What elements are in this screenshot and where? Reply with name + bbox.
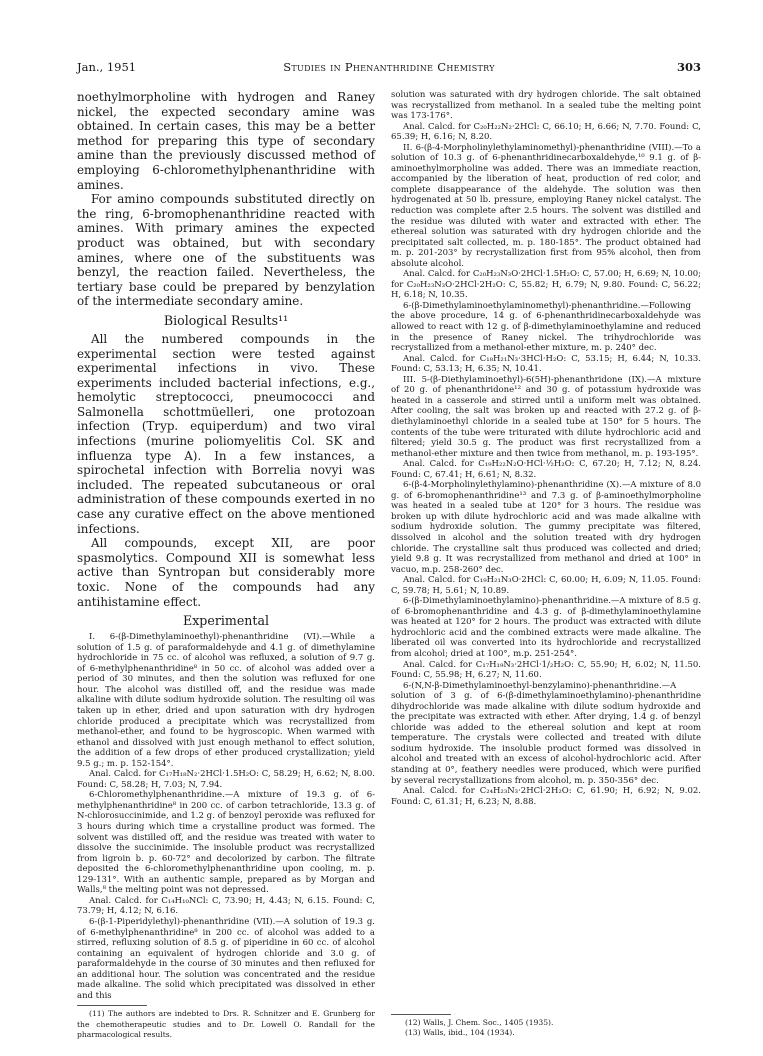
analysis-line: Anal. Calcd. for C₁₈H₂₁N₃·3HCl·H₂O: C, 53.15; H, 6.44; N, 10.33. Found: C, 53.13; H, 6.35; N, 10.41. xyxy=(391,353,701,375)
experimental-paragraph: 6-(β-Dimethylaminoethylaminomethyl)-phenanthridine.—Following the above procedure, 14 g. of 6-phenanthridinecarboxaldehyde was allowed to react with 12 g. of β-dimethylaminoethylamine and reduced in the presence of Raney nickel. The trihydrochloride was recrystallized from a methanol-ether mixture, m. p. 240° dec. xyxy=(391,300,701,354)
paragraph: All the numbered compounds in the experimental section were tested against experimental infections in vivo. These experiments included bacterial infections, e.g., hemolytic streptococci, pneumococci and Salmonella schottmüelleri, one protozoan infection (Tryp. equiperdum) and two viral infections (murine poliomyelitis Col. SK and influenza type A). In a few instances, a spirochetal infection with Borrelia novyi was included. The repeated subcutaneous or oral administration of these compounds exerted in no case any curative effect on the above mentioned infections. xyxy=(77,331,375,536)
footnote-rule xyxy=(391,1014,451,1015)
paragraph: For amino compounds substituted directly on the ring, 6-bromophenanthridine reacted with amines. With primary amines the expected product was obtained, but with secondary amines, where one of the substituents was benzyl, the reaction failed. Nevertheless, the tertiary base could be prepared by benzylation of the intermediate secondary amine. xyxy=(77,192,375,309)
analysis-line: Anal. Calcd. for C₁₉H₂₁N₃O·2HCl: C, 60.00; H, 6.09; N, 11.05. Found: C, 59.78; H, 5.61; N, 10.89. xyxy=(391,575,701,596)
left-column xyxy=(77,90,375,1040)
running-title: Studies in Phenanthridine Chemistry xyxy=(283,60,495,74)
footnote-12: (12) Walls, J. Chem. Soc., 1405 (1935). xyxy=(405,1018,554,1027)
page-header xyxy=(77,60,701,76)
experimental-paragraph: 6-(β-1-Piperidylethyl)-phenanthridine (VII).—A solution of 19.3 g. of 6-methylphenanthridine⁸ in 200 cc. of alcohol was added to a stirred, refluxing solution of 8.5 g. of piperidine in 60 cc. of alcohol containing an equivalent of hydrogen chloride and 3.0 g. of paraformaldehyde in the course of 30 minutes and then refluxed for an additional hour. The solution was concentrated and the residue made alkaline. The solid which precipitated was dissolved in ether and this xyxy=(77,916,375,1001)
experimental-paragraph: II. 6-(β-4-Morpholinylethylaminomethyl)-phenanthridine (VIII).—To a solution of 10.3 g. of 6-phenanthridinecarboxaldehyde,¹⁰ 9.1 g. of β-aminoethylmorpholine was added. There was an immediate reaction, accompanied by the liberation of heat, production of red color, and complete disappearance of the aldehyde. The solution was then hydrogenated at 50 lb. pressure, employing Raney nickel catalyst. The reduction was complete after 2.5 hours. The solvent was distilled and the residue was diluted with water and extracted with ether. The ethereal solution was saturated with dry hydrogen chloride and the precipitated salt collected, m. p. 180-185°. The product obtained had m. p. 201-203° by recrystallization first from 95% alcohol, then from absolute alcohol. xyxy=(391,142,701,269)
experimental-paragraph: III. 5-(β-Diethylaminoethyl)-6(5H)-phenanthridone (IX).—A mixture of 20 g. of phenanthridone¹² and 30 g. of potassium hydroxide was heated in a casserole and stirred until a uniform melt was obtained. After cooling, the salt was broken up and reacted with 27.2 g. of β-diethylaminoethyl chloride in a sealed tube at 150° for 5 hours. The contents of the tube were triturated with dilute hydrochloric acid and filtered; yield 30.5 g. The product was first recrystallized from a methanol-ether mixture and then twice from methanol, m. p. 193-195°. xyxy=(391,374,701,459)
right-column xyxy=(391,90,701,1010)
section-heading-experimental: Experimental xyxy=(183,613,269,629)
analysis-line: Anal. Calcd. for C₁₇H₁₈N₂·2HCl·1.5H₂O: C, 58.29; H, 6.62; N, 8.00. Found: C, 58.28; H, 7.03; N, 7.94. xyxy=(77,769,375,790)
analysis-line: Anal. Calcd. for C₂₀H₂₂N₂·2HCl: C, 66.10; H, 6.66; N, 7.70. Found: C, 65.39; H, 6.16; N, 8.20. xyxy=(391,121,701,143)
experimental-paragraph: solution was saturated with dry hydrogen chloride. The salt obtained was recrystallized from methanol. In a sealed tube the melting point was 173-176°. xyxy=(391,90,701,122)
analysis-line: Anal. Calcd. for C₂₀H₂₃N₃O·2HCl·1.5H₂O: C, 57.00; H, 6.69; N, 10.00; for C₂₀H₂₃N₃O·2HCl·2H₂O: C, 55.82; H, 6.79; N, 9.80. Found: C, 56.22; H, 6.18; N, 10.35. xyxy=(391,269,701,301)
paragraph: noethylmorpholine with hydrogen and Raney nickel, the expected secondary amine was obtained. In certain cases, this may be a better method for preparing this type of secondary amine than the previously discussed method of employing 6-chloromethylphenanthridine with amines. xyxy=(77,90,375,192)
experimental-paragraph: 6-(β-4-Morpholinylethylamino)-phenanthridine (X).—A mixture of 8.0 g. of 6-bromophenanthridine¹³ and 7.3 g. of β-aminoethylmorpholine was heated in a sealed tube at 120° for 3 hours. The residue was broken up with dilute hydrochloric acid and was made alkaline with sodium hydroxide solution. The gummy precipitate was filtered, dissolved in alcohol and the solution treated with dry hydrogen chloride. The crystalline salt thus produced was collected and dried; yield 9.8 g. It was recrystallized from methanol and dried at 100° in vacuo, m.p. 258-260° dec. xyxy=(391,480,701,575)
paragraph: All compounds, except XII, are poor spasmolytics. Compound XII is somewhat less active than Syntropan but considerably more toxic. None of the compounds had any antihistamine effect. xyxy=(77,536,375,609)
experimental-paragraph: 6-(β-Dimethylaminoethylamino)-phenanthridine.—A mixture of 8.5 g. of 6-bromophenanthridine and 4.3 g. of β-dimethylaminoethylamine was heated at 120° for 2 hours. The product was extracted with dilute hydrochloric acid and the combined extracts were made alkaline. The liberated oil was converted into its hydrochloride and recrystallized from alcohol; dried at 100°, m.p. 251-254°. xyxy=(391,596,701,659)
header-date: Jan., 1951 xyxy=(77,60,137,74)
analysis-line: Anal. Calcd. for C₁₉H₂₂N₂O·HCl·½H₂O: C, 67.20; H, 7.12; N, 8.24. Found: C, 67.41; H, 6.61; N, 8.32. xyxy=(391,459,701,480)
section-heading-biological: Biological Results¹¹ xyxy=(163,312,289,328)
footnote-13: (13) Walls, ibid., 104 (1934). xyxy=(405,1028,515,1038)
analysis-line: Anal. Calcd. for C₁₄H₁₀NCl: C, 73.90; H, 4.43; N, 6.15. Found: C, 73.79; H, 4.12; N, 6.16. xyxy=(77,895,375,917)
references xyxy=(391,1014,701,1039)
page-number: 303 xyxy=(676,60,701,74)
experimental-paragraph: 6-Chloromethylphenanthridine.—A mixture of 19.3 g. of 6-methylphenanthridine⁸ in 200 cc. of carbon tetrachloride, 13.3 g. of N-chlorosuccinimide, and 1.2 g. of benzoyl peroxide was refluxed for 3 hours during which time a crystalline product was formed. The solvent was distilled off, and the residue was treated with water to dissolve the succinimide. The insoluble product was recrystallized from ligroin b. p. 60-72° and decolorized by carbon. The filtrate deposited the 6-chloromethylphenanthridine upon cooling, m. p. 129-131°. With an authentic sample, prepared as by Morgan and Walls,⁸ the melting point was not depressed. xyxy=(77,790,375,896)
experimental-paragraph: I. 6-(β-Dimethylaminoethyl)-phenanthridine (VI).—While a solution of 1.5 g. of paraformaldehyde and 4.1 g. of dimethylamine hydrochloride in 75 cc. of alcohol was refluxed, a solution of 9.7 g. of 6-methylphenanthridine⁸ in 50 cc. of alcohol was added over a period of 30 minutes, and then the solution was refluxed for one hour. The alcohol was distilled off, and the residue was made alkaline with dilute sodium hydroxide solution. The resulting oil was taken up in ether, dried and upon saturation with dry hydrogen chloride produced a precipitate which was recrystallized from methanol-ether, and found to be hygroscopic. When warmed with ethanol and dissolved with just enough methanol to effect solution, the addition of a few drops of ether produced crystallization; yield 9.5 g.; m. p. 152-154°. xyxy=(77,632,375,769)
analysis-line: Anal. Calcd. for C₂₄H₂₃N₃·2HCl·2H₂O: C, 61.90; H, 6.92; N, 9.02. Found: C, 61.31; H, 6.23; N, 8.88. xyxy=(391,786,701,807)
footnote-11: (11) The authors are indebted to Drs. R. Schnitzer and E. Grunberg for the chemotherapeutic studies and to Dr. Lowell O. Randall for the pharmacological results. xyxy=(77,1009,375,1040)
experimental-paragraph: 6-(N,N-β-Dimethylaminoethyl-benzylamino)-phenanthridine.—A solution of 3 g. of 6-(β-dimethylaminoethylamino)-phenanthridine dihydrochloride was made alkaline with dilute sodium hydroxide and the precipitate was extracted with ether. After drying, 1.4 g. of benzyl chloride was added to the ethereal solution and kept at room temperature. The crystals were collected and treated with dilute sodium hydroxide. The insoluble product formed was dissolved in alcohol and treated with an excess of alcohol-hydrochloric acid. After standing at 0°, feathery needles were produced, which were purified by several recrystallizations from alcohol, m. p. 350-356° dec. xyxy=(391,680,701,786)
analysis-line: Anal. Calcd. for C₁₇H₁₉N₃·2HCl·1/₂H₂O: C, 55.90; H, 6.02; N, 11.50. Found: C, 55.98; H, 6.27; N, 11.60. xyxy=(391,659,701,681)
footnote-rule xyxy=(77,1005,147,1006)
